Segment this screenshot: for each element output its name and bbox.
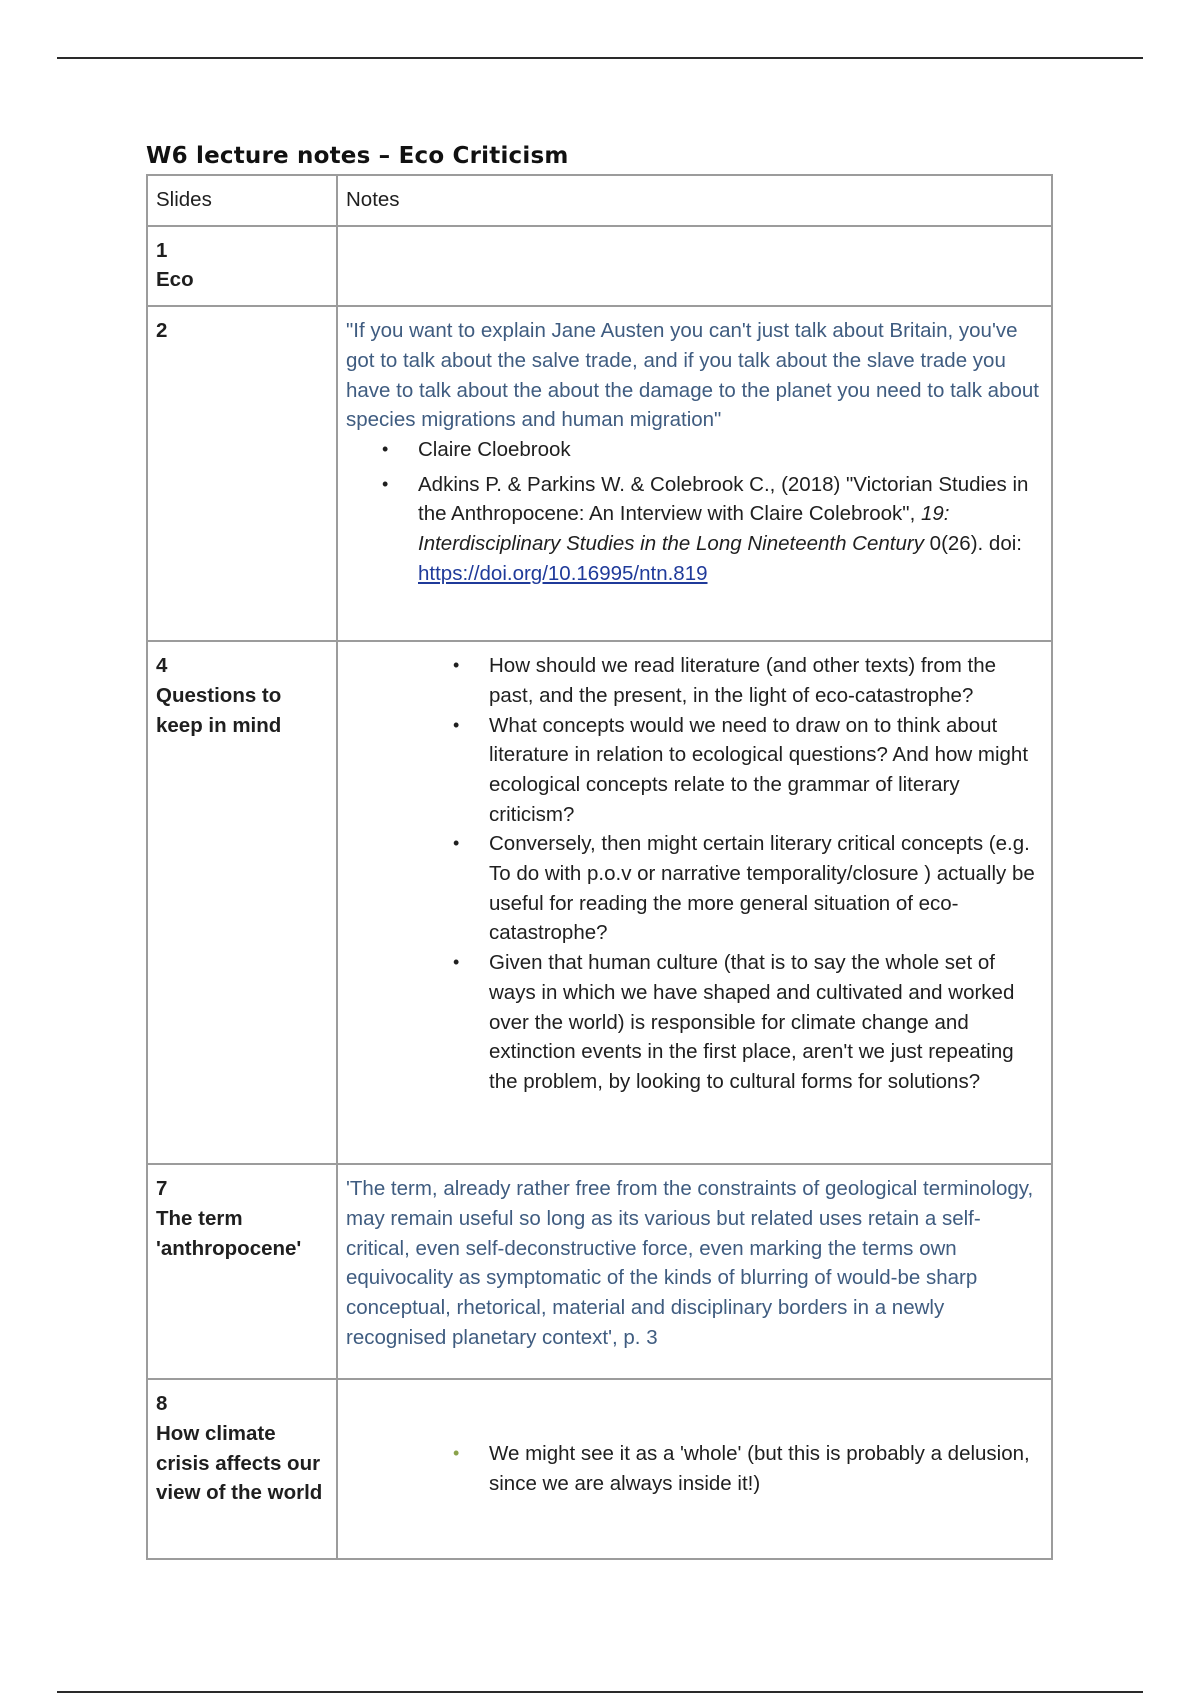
observations-list [346,1439,1043,1498]
list-item [453,711,1043,830]
list-item [453,1439,1043,1498]
anthropocene-quote: 'The term, already rather free from the constraints of geological terminology, may remain useful so long as its various but related uses retain a self-critical, even self-deconstructive force, even marking the terms own equivocality as symptomatic of the kinds of blurring of would-be sharp conceptual, rhetorical, material and disciplinary borders in a newly recognised planetary context', p. 3 [346,1177,1034,1349]
bullet-icon: • [453,1442,460,1463]
question-text: What concepts would we need to draw on to think about literature in relation to ecological questions? And how might ecological concepts relate to the grammar of literary criticism? [489,713,1029,826]
question-text: How should we read literature (and other texts) from the past, and the present, in the light of eco-catastrophe? [489,654,997,707]
list-item [382,435,1043,465]
footer-rule [57,1691,1143,1693]
notes-cell [337,641,1052,1164]
slide-cell [147,306,337,641]
author-name: Claire Cloebrook [418,437,571,461]
slide-title: Eco [156,268,194,292]
citation-text: Adkins P. & Parkins W. & Colebrook C., (2018) "Victorian Studies in the Anthropocene: An Interview with Claire Colebrook", [418,472,1029,526]
list-item [453,948,1043,1097]
slide-title: Questions to keep in mind [156,683,282,737]
journal-title: 19: Interdisciplinary Studies in the Long Nineteenth Century [418,502,950,556]
slide-number: 4 [156,654,168,678]
header-rule [57,57,1143,59]
table-row [147,226,1052,306]
notes-cell [337,1379,1052,1559]
bullet-icon: • [453,714,460,735]
notes-column-header: Notes [337,175,1052,226]
slide-number: 2 [156,319,168,343]
table-header-row [147,175,1052,226]
austen-quote: "If you want to explain Jane Austen you can't just talk about Britain, you've got to talk about the salve trade, and if you talk about the slave trade you have to talk about the about the damage to the planet you need to talk about species migrations and human migration" [346,319,1039,432]
bullet-icon: • [382,473,389,494]
list-item [453,829,1043,948]
observation-text: We might see it as a 'whole' (but this is probably a delusion, since we are always inside it!) [489,1441,1030,1495]
slide-cell [147,226,337,306]
slide-cell [147,641,337,1164]
lecture-notes-table [146,174,1053,1560]
table-row [147,306,1052,641]
bullet-icon: • [453,952,460,973]
notes-cell [337,226,1052,306]
reference-list [346,435,1043,589]
notes-cell [337,306,1052,641]
bullet-icon: • [382,438,389,459]
slide-cell [147,1164,337,1379]
bullet-icon: • [453,833,460,854]
bullet-icon: • [453,655,460,676]
page-title: W6 lecture notes – Eco Criticism [146,143,569,169]
table-row [147,1379,1052,1559]
slide-number: 1 [156,238,168,262]
slide-cell [147,1379,337,1559]
slide-title: How climate crisis affects our view of the world [156,1421,323,1505]
questions-list [346,651,1043,1097]
table-row [147,1164,1052,1379]
slide-number: 7 [156,1177,168,1201]
slide-number: 8 [156,1392,168,1416]
notes-cell [337,1164,1052,1379]
citation-issue: 0(26). doi: [923,532,1022,556]
table-row [147,641,1052,1164]
question-text: Given that human culture (that is to say the whole set of ways in which we have shaped and cultivated and worked over the world) is responsible for climate change and extinction events in the first place, aren't we just repeating the problem, by looking to cultural forms for solutions? [489,951,1015,1093]
list-item [382,470,1043,589]
doi-link[interactable]: https://doi.org/10.16995/ntn.819 [418,561,708,585]
slide-title: The term 'anthropocene' [156,1206,302,1260]
question-text: Conversely, then might certain literary critical concepts (e.g. To do with p.o.v or narrative temporality/closure ) actually be useful for reading the more general situation of eco-catastrophe? [489,832,1035,945]
slides-column-header: Slides [147,175,337,226]
list-item [453,651,1043,710]
